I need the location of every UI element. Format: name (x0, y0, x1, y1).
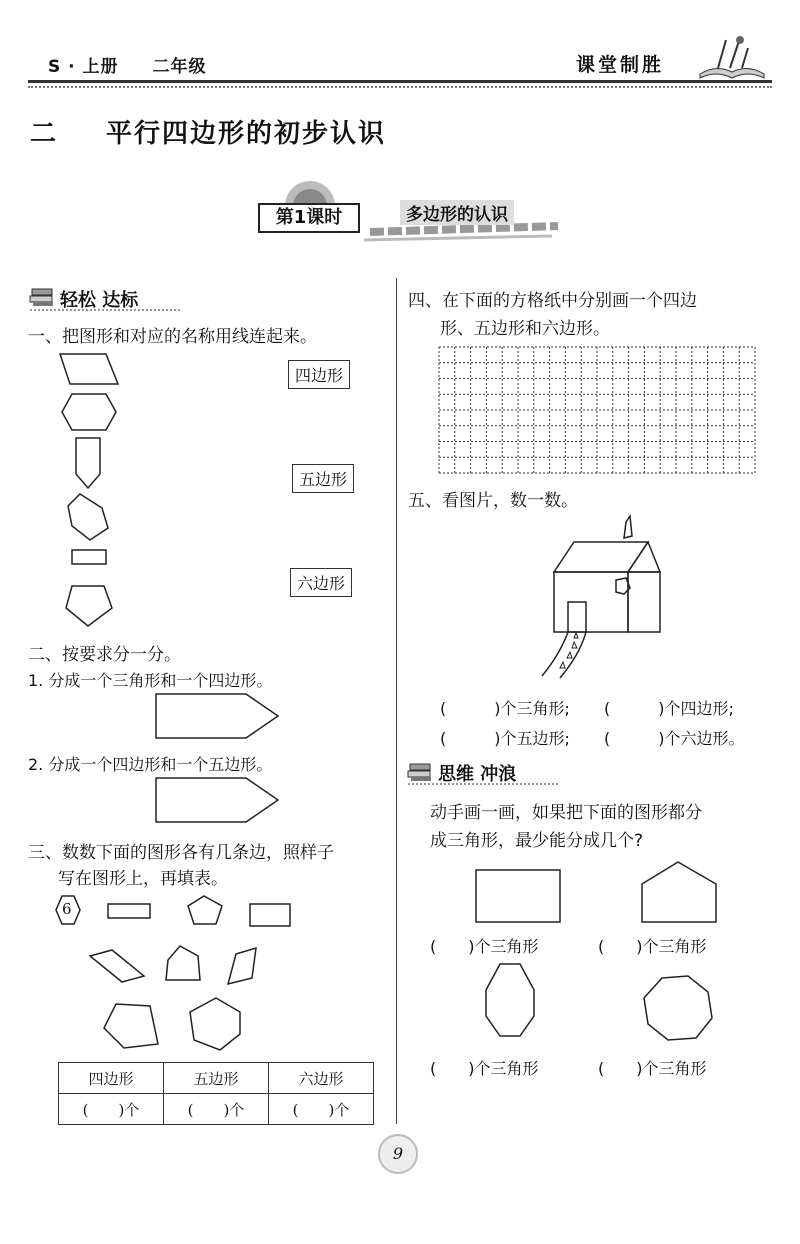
lesson-name: 多边形的认识 (400, 200, 514, 225)
page-number: 9 (378, 1134, 418, 1174)
q6-answer-hexagon[interactable]: ( )个三角形 (430, 1059, 539, 1078)
q6-answer-rectangle[interactable]: ( )个三角形 (430, 937, 539, 956)
name-quadrilateral: 四边形 (288, 360, 350, 389)
q1-shapes (56, 350, 136, 640)
section-challenge: 思维 冲浪 (438, 764, 517, 785)
header-series-grade (48, 52, 241, 77)
table-cell-hexagon[interactable]: ( )个 (269, 1094, 374, 1125)
house-roof-side (628, 542, 660, 572)
q3-pentagon-large (104, 1004, 158, 1048)
q6-answer-octagon[interactable]: ( )个三角形 (598, 1059, 707, 1078)
q4-title-line1: 四、在下面的方格纸中分别画一个四边 (408, 291, 697, 311)
q3-pentagon-house (166, 946, 200, 980)
q3-title-line1: 三、数数下面的图形各有几条边，照样子 (28, 843, 334, 863)
house-front-wall (554, 572, 628, 632)
header-brand: 课堂制胜 (576, 54, 665, 76)
table-header-quadrilateral: 四边形 (59, 1063, 164, 1094)
q5-answer-hexagons[interactable]: ( )个六边形。 (604, 729, 745, 748)
q3-rectangle-small (108, 904, 150, 918)
q2-sub1: 1. 分成一个三角形和一个四边形。 (28, 671, 273, 690)
section-easy: 轻松 达标 (60, 290, 139, 311)
q3-rectangle (250, 904, 290, 926)
header-rule (28, 80, 772, 83)
q6-title-line1: 动手画一画，如果把下面的图形都分 (430, 803, 702, 823)
table-row (59, 1094, 374, 1125)
header-series: S · 上册 (48, 57, 119, 77)
q6-pentagon (642, 862, 716, 922)
unit-title (30, 113, 386, 150)
q3-title-line2: 写在图形上，再填表。 (58, 869, 228, 889)
q4-title-line2: 形、五边形和六边形。 (440, 319, 610, 339)
q6-octagon (644, 976, 712, 1040)
column-divider (396, 278, 397, 1124)
name-pentagon: 五边形 (292, 464, 354, 493)
table-header-pentagon: 五边形 (164, 1063, 269, 1094)
table-header-hexagon: 六边形 (269, 1063, 374, 1094)
books-icon (30, 285, 56, 307)
q6-answer-pentagon[interactable]: ( )个三角形 (598, 937, 707, 956)
q2-sub2: 2. 分成一个四边形和一个五边形。 (28, 755, 273, 774)
q1-pentagon-irregular (68, 494, 108, 540)
q3-example-value: 6 (62, 900, 72, 918)
q3-pentagon (188, 896, 222, 924)
q2-title: 二、按要求分一分。 (28, 645, 181, 665)
q1-rectangle (72, 550, 106, 564)
table-cell-pentagon[interactable]: ( )个 (164, 1094, 269, 1125)
q2-shape-2 (154, 776, 282, 826)
header-dotted-rule (28, 86, 772, 88)
q6-hexagon (486, 964, 534, 1036)
lesson-badge: 第1课时 (258, 203, 360, 233)
header-grade: 二年级 (152, 57, 207, 77)
q5-house-picture (540, 514, 670, 684)
q5-answer-triangles[interactable]: ( )个三角形; (440, 699, 570, 718)
q3-parallelogram (90, 950, 144, 982)
q1-pentagon (66, 586, 112, 626)
name-hexagon: 六边形 (290, 568, 352, 597)
q5-answer-quadrilaterals[interactable]: ( )个四边形; (604, 699, 734, 718)
table-row (59, 1063, 374, 1094)
q5-title: 五、看图片，数一数。 (408, 491, 578, 511)
section-underline (30, 308, 190, 312)
q6-rectangle (476, 870, 560, 922)
house-path (542, 632, 586, 678)
house-roof-front (554, 542, 648, 572)
q3-quadrilateral (228, 948, 256, 984)
q6-title-line2: 成三角形，最少能分成几个? (430, 831, 644, 851)
q3-table (58, 1062, 374, 1125)
q2-shape-1 (154, 692, 282, 742)
q1-hexagon (62, 394, 116, 430)
q5-answer-pentagons[interactable]: ( )个五边形; (440, 729, 570, 748)
q3-shapes (56, 894, 276, 1060)
unit-name: 平行四边形的初步认识 (106, 119, 387, 149)
book-logo-icon (696, 34, 768, 80)
q1-pentagon-arrow (76, 438, 100, 488)
q1-quadrilateral (60, 354, 118, 384)
house-side-wall (628, 572, 660, 632)
table-cell-quadrilateral[interactable]: ( )个 (59, 1094, 164, 1125)
house-chimney (624, 516, 632, 538)
unit-number: 二 (30, 119, 59, 149)
q4-grid-paper[interactable] (438, 346, 756, 474)
section-underline (408, 782, 568, 786)
q3-hexagon-irregular (190, 998, 240, 1050)
house-door (568, 602, 586, 632)
books-icon (408, 760, 434, 782)
q1-title: 一、把图形和对应的名称用线连起来。 (28, 327, 317, 347)
